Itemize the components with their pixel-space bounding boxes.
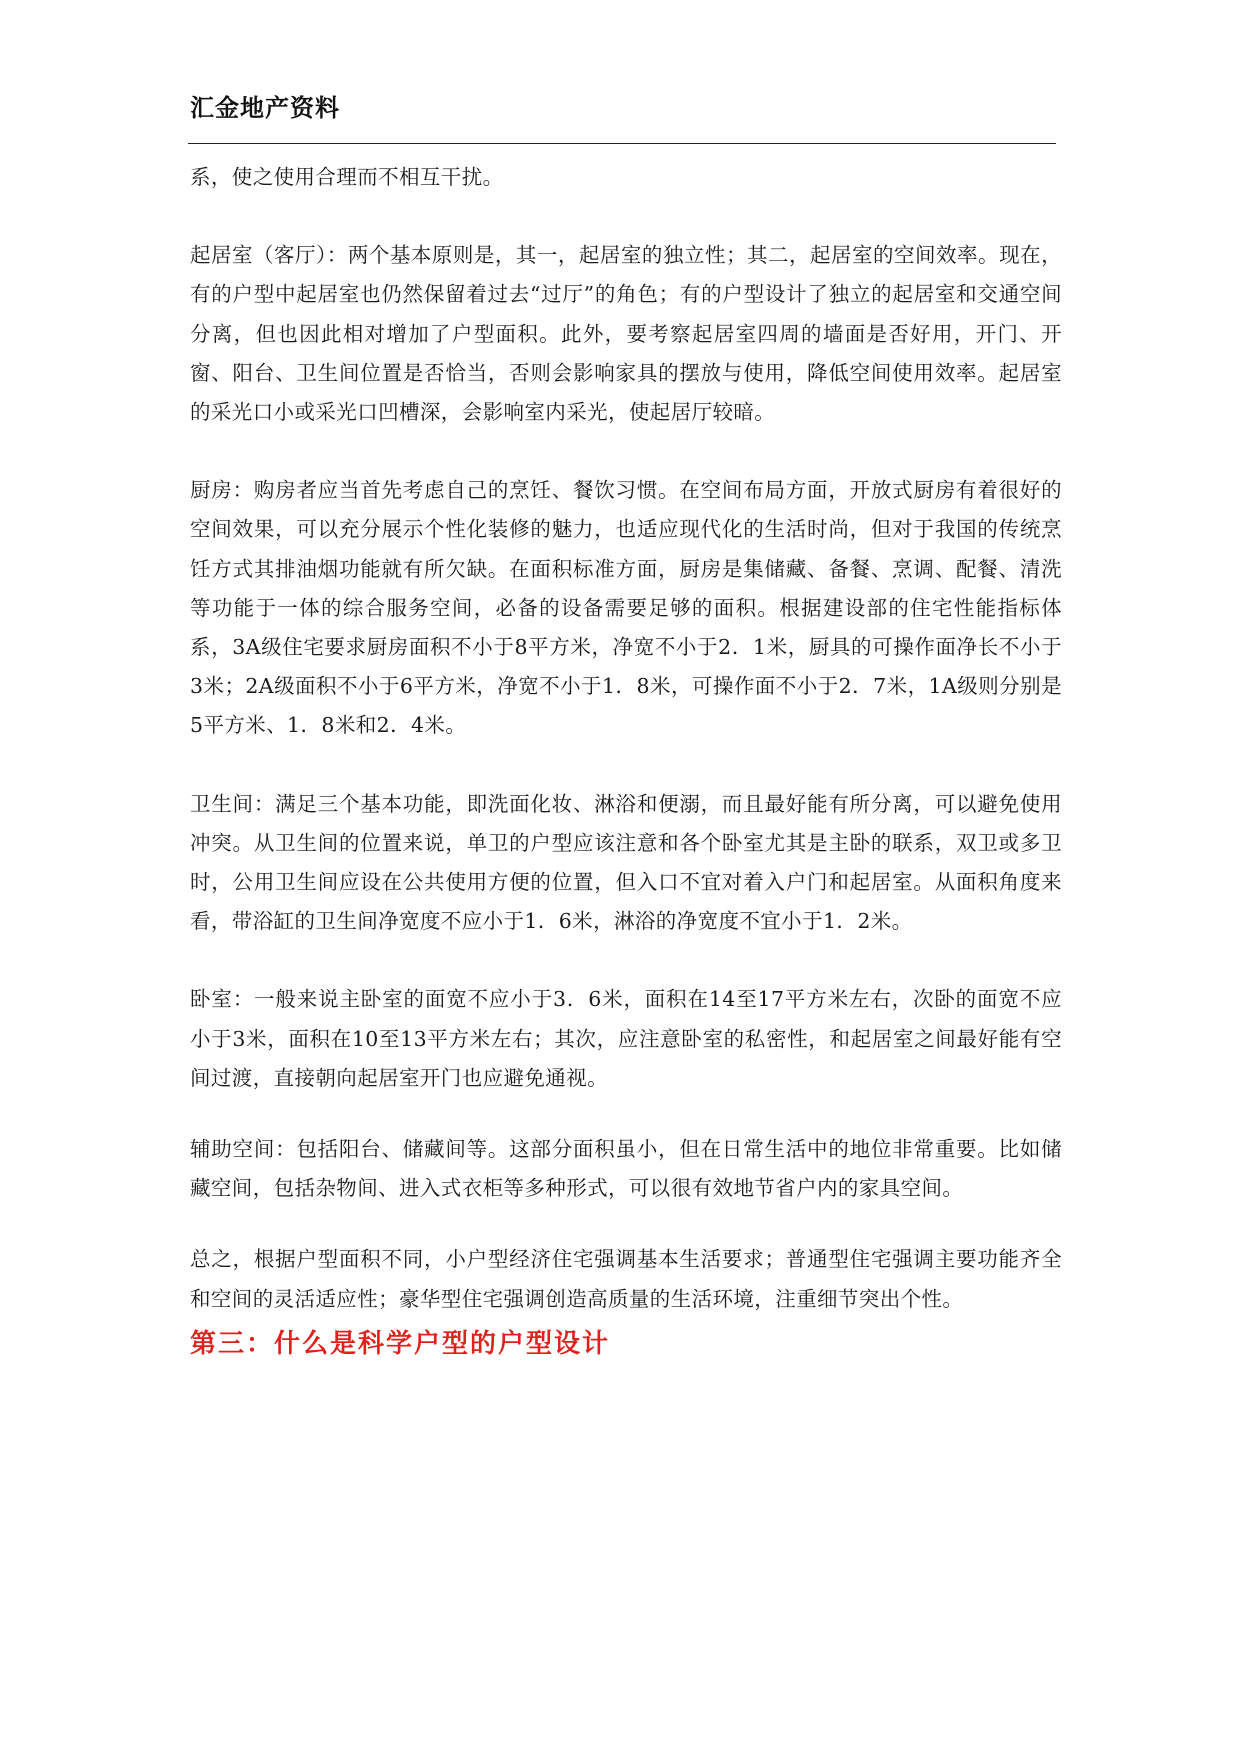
paragraph-spacer bbox=[190, 197, 1062, 236]
paragraph-spacer bbox=[190, 1098, 1062, 1130]
paragraph-spacer bbox=[190, 746, 1062, 785]
paragraph-bathroom: 卫生间：满足三个基本功能，即洗面化妆、淋浴和便溺，而且最好能有所分离，可以避免使用冲突。从卫生间的位置来说，单卫的户型应该注意和各个卧室尤其是主卧的联系，双卫或多卫时，公用卫生间应设在公共使用方便的位置，但入口不宜对着入户门和起居室。从面积角度来看，带浴缸的卫生间净宽度不应小于1．6米，淋浴的净宽度不宜小于1．2米。 bbox=[190, 791, 1062, 934]
section-heading: 第三：什么是科学户型的户型设计 bbox=[190, 1328, 611, 1359]
paragraph-kitchen: 厨房：购房者应当首先考虑自己的烹饪、餐饮习惯。在空间布局方面，开放式厨房有着很好的空间效果，可以充分展示个性化装修的魅力，也适应现代化的生活时尚，但对于我国的传统烹饪方式其排油烟功能就有所欠缺。在面积标准方面，厨房是集储藏、备餐、烹调、配餐、清洗等功能于一体的综合服务空间，必备的设备需要足够的面积。根据建设部的住宅性能指标体系，3A级住宅要求厨房面积不小于8平方米，净宽不小于2．1米，厨具的可操作面净长不小于3米；2A级面积不小于6平方米，净宽不小于1．8米，可操作面不小于2．7米，1A级则分别是5平方米、1．8米和2．4米。 bbox=[190, 478, 1062, 738]
document-body bbox=[190, 158, 1062, 1365]
paragraph-summary: 总之，根据户型面积不同，小户型经济住宅强调基本生活要求；普通型住宅强调主要功能齐全和空间的灵活适应性；豪华型住宅强调创造高质量的生活环境，注重细节突出个性。 bbox=[190, 1247, 1062, 1311]
paragraph-bedroom: 卧室：一般来说主卧室的面宽不应小于3．6米，面积在14至17平方米左右，次卧的面宽不应小于3米，面积在10至13平方米左右；其次，应注意卧室的私密性，和起居室之间最好能有空间过渡，直接朝向起居室开门也应避免通视。 bbox=[190, 987, 1062, 1090]
paragraph-continuation: 系，使之使用合理而不相互干扰。 bbox=[190, 165, 504, 189]
paragraph-living-room: 起居室（客厅）：两个基本原则是，其一，起居室的独立性；其二，起居室的空间效率。现在，有的户型中起居室也仍然保留着过去“过厅”的角色；有的户型设计了独立的起居室和交通空间分离，但也因此相对增加了户型面积。此外，要考察起居室四周的墙面是否好用，开门、开窗、阳台、卫生间位置是否恰当，否则会影响家具的摆放与使用，降低空间使用效率。起居室的采光口小或采光口凹槽深，会影响室内采光，使起居厅较暗。 bbox=[190, 243, 1062, 425]
paragraph-spacer bbox=[190, 1208, 1062, 1240]
paragraph-spacer bbox=[190, 432, 1062, 471]
header-divider bbox=[188, 143, 1056, 144]
paragraph-spacer bbox=[190, 941, 1062, 980]
document-header-title: 汇金地产资料 bbox=[190, 94, 340, 122]
paragraph-auxiliary-space: 辅助空间：包括阳台、储藏间等。这部分面积虽小，但在日常生活中的地位非常重要。比如储藏空间，包括杂物间、进入式衣柜等多种形式，可以很有效地节省户内的家具空间。 bbox=[190, 1137, 1062, 1201]
